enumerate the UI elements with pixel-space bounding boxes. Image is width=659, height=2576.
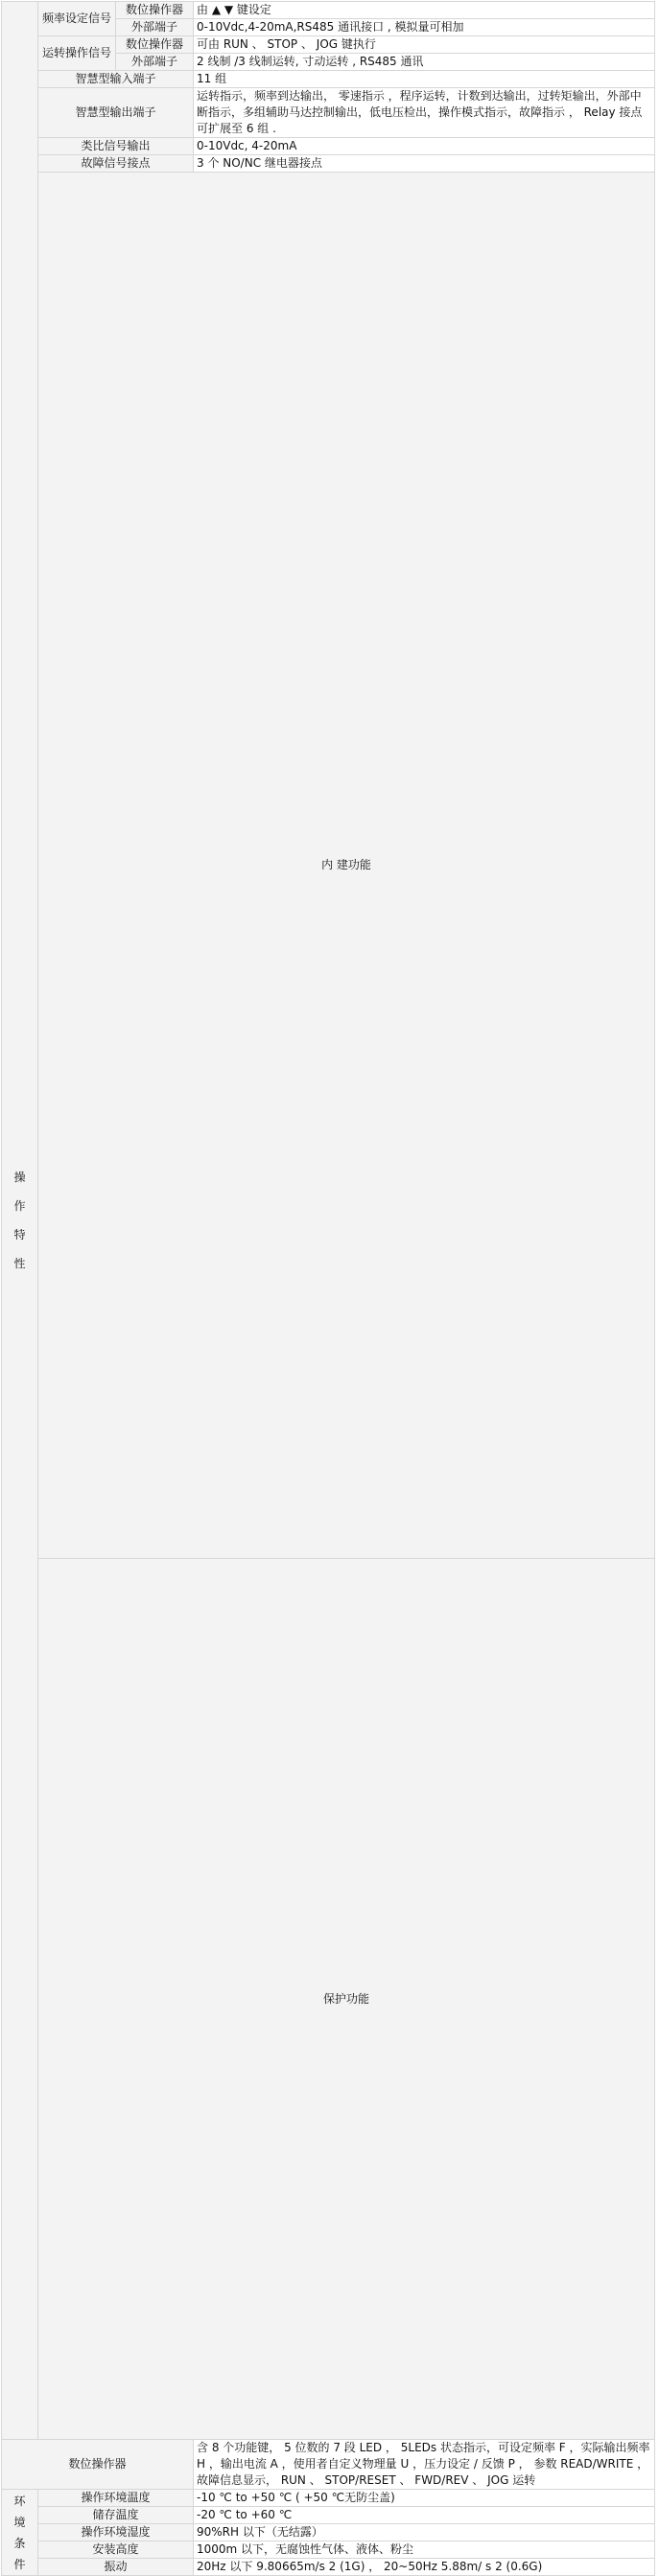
freq-setting-terminal-value: 0-10Vdc,4-20mA,RS485 通讯接口 , 模拟量可相加 bbox=[194, 19, 655, 36]
run-signal-label: 运转操作信号 bbox=[38, 36, 116, 71]
table-row bbox=[2, 138, 655, 155]
table-row bbox=[2, 155, 655, 173]
smart-output-value: 运转指示，频率到达输出， 零速指示 ，程序运转，计数到达输出，过转矩输出，外部中断指示，多组辅助马达控制输出，低电压检出，操作模式指示，故障指示 ， Relay 接点可扩展至 6 组 . bbox=[194, 88, 655, 138]
table-row bbox=[2, 88, 655, 138]
table-row bbox=[2, 36, 655, 54]
fault-output-label: 故障信号接点 bbox=[38, 155, 194, 173]
keypad-label: 数位操作器 bbox=[2, 2440, 194, 2490]
env-label: 操作环境温度 bbox=[38, 2490, 194, 2507]
environment-category-label: 环境条件 bbox=[13, 2494, 26, 2571]
table-row bbox=[2, 2440, 655, 2490]
env-value: 90%RH 以下（无结露） bbox=[194, 2524, 655, 2541]
env-label: 安装高度 bbox=[38, 2541, 194, 2559]
smart-input-label: 智慧型输入端子 bbox=[38, 71, 194, 88]
env-value: 1000m 以下，无腐蚀性气体、液体、粉尘 bbox=[194, 2541, 655, 2559]
env-value: -10 ℃ to +50 ℃ ( +50 ℃无防尘盖) bbox=[194, 2490, 655, 2507]
run-signal-keypad-label: 数位操作器 bbox=[116, 36, 194, 54]
table-row bbox=[2, 2559, 655, 2576]
freq-setting-label: 频率设定信号 bbox=[38, 2, 116, 36]
env-label: 振动 bbox=[38, 2559, 194, 2576]
keypad-value: 含 8 个功能键， 5 位数的 7 段 LED ， 5LEDs 状态指示，可设定频率 F ，实际输出频率 H ，输出电流 A ，使用者自定义物理量 U ，压力设定 / 反馈 P ， 参数 READ/WRITE ，故障信息显示， RUN 、 STOP/RESET 、 FWD/REV 、 JOG 运转 bbox=[194, 2440, 655, 2490]
smart-input-value: 11 组 bbox=[194, 71, 655, 88]
table-row bbox=[2, 2541, 655, 2559]
table-row bbox=[2, 2, 655, 19]
builtin-label: 内 建功能 bbox=[38, 173, 655, 1559]
env-label: 操作环境湿度 bbox=[38, 2524, 194, 2541]
table-row bbox=[2, 71, 655, 88]
run-signal-keypad-value: 可由 RUN 、 STOP 、 JOG 键执行 bbox=[194, 36, 655, 54]
table-row bbox=[2, 173, 655, 1559]
run-signal-terminal-value: 2 线制 /3 线制运转, 寸动运转 , RS485 通讯 bbox=[194, 54, 655, 71]
analog-output-value: 0-10Vdc, 4-20mA bbox=[194, 138, 655, 155]
env-value: 20Hz 以下 9.80665m/s 2 (1G) ， 20~50Hz 5.88m/ s 2 (0.6G) bbox=[194, 2559, 655, 2576]
operation-category-label: 操作特性 bbox=[13, 1171, 26, 1270]
operation-category-cell bbox=[2, 2, 38, 2440]
spec-table bbox=[1, 1, 655, 2576]
table-row bbox=[2, 1559, 655, 2440]
analog-output-label: 类比信号输出 bbox=[38, 138, 194, 155]
fault-output-value: 3 个 NO/NC 继电器接点 bbox=[194, 155, 655, 173]
table-row bbox=[2, 2490, 655, 2507]
environment-category-cell bbox=[2, 2490, 38, 2576]
freq-setting-keypad-label: 数位操作器 bbox=[116, 2, 194, 19]
smart-output-label: 智慧型输出端子 bbox=[38, 88, 194, 138]
freq-setting-terminal-label: 外部端子 bbox=[116, 19, 194, 36]
run-signal-terminal-label: 外部端子 bbox=[116, 54, 194, 71]
env-value: -20 ℃ to +60 ℃ bbox=[194, 2507, 655, 2524]
protection-label: 保护功能 bbox=[38, 1559, 655, 2440]
freq-setting-keypad-value: 由 ▲ ▼ 键设定 bbox=[194, 2, 655, 19]
env-label: 储存温度 bbox=[38, 2507, 194, 2524]
table-row bbox=[2, 2524, 655, 2541]
table-row bbox=[2, 2507, 655, 2524]
